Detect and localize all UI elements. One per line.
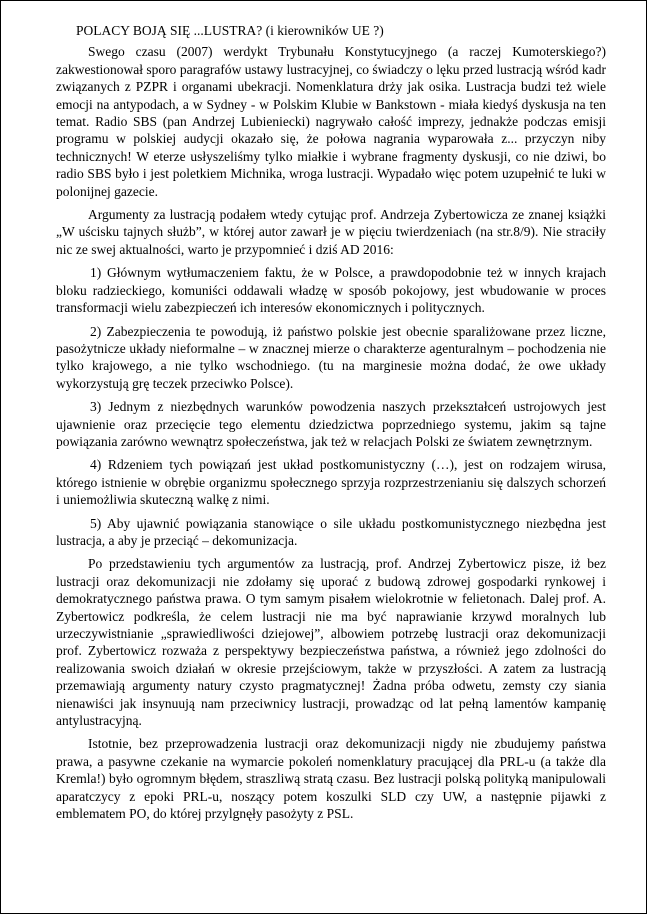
paragraph-intro: Swego czasu (2007) werdykt Trybunału Konstytucyjnego (a raczej Kumoterskiego?) zakwestionował sporo paragrafów ustawy lustracyjnej, co świadczy o lęku przed lustracją wśród kadr związanych z PZPR i organami ubekracji. Nomenklatura drży jak osika. Lustracja budzi też wiele emocji na antypodach, a w Sydney - w Polskim Klubie w Bankstown - miała kiedyś dyskusja na ten temat. Radio SBS (pan Andrzej Lubieniecki) nagrywało całość imprezy, jednakże podczas emisji programu w polskiej audycji okazało się, że połowa nagrania wyparowała z... przyczyn niby technicznych! W eterze usłyszeliśmy tylko miałkie i wybrane fragmenty dyskusji, co nie dziwi, bo radio SBS było i jest poletkiem Michnika, wroga lustracji. Wypadało więc potem uzupełnić te luki w polonijnej gazecie. [56,44,606,199]
paragraph-conclusion: Istotnie, bez przeprowadzenia lustracji oraz dekomunizacji nigdy nie zbudujemy państwa prawa, a pasywne czekanie na wymarcie pokoleń nomenklatury pracującej dla PRL-u (a także dla Kremla!) było ogromnym błędem, straszliwą stratą czasu. Bez lustracji polską polityką manipulowali aparatczycy z epoki PRL-u, noszący potem koszulki SLD czy UW, a następnie pijawki z emblematem PO, do której przylgnęły pasożyty z PSL. [56,736,606,822]
document-title: POLACY BOJĄ SIĘ ...LUSTRA? (i kierowników UE ?) [76,23,384,38]
argument-4: 4) Rdzeniem tych powiązań jest układ postkomunistyczny (…), jest on rodzajem wirusa, którego istnienie w obrębie organizmu społecznego sprzyja rozprzestrzenianiu się dalszych schorzeń i uniemożliwia skuteczną walkę z nimi. [56,457,606,508]
paragraph-zybertowicz: Po przedstawieniu tych argumentów za lustracją, prof. Andrzej Zybertowicz pisze, iż bez lustracji oraz dekomunizacji nie zdołamy się uporać z budową zdrowej gospodarki rynkowej i demokratycznego państwa prawa. O tym samym pisałem wielokrotnie w felietonach. Dalej prof. A. Zybertowicz podkreśla, że celem lustracji nie ma być naprawianie krzywd moralnych lub urzeczywistnianie „sprawiedliwości dziejowej”, albowiem potrzebę lustracji oraz dekomunizacji prof. Zybertowicz rozważa z perspektywy bezpieczeństwa państwa, a również jego zdolności do realizowania swoich działań w okresie przejściowym, także w przyszłości. A zatem za lustracją przemawiają argumenty natury czysto pragmatycznej! Żadna próba odwetu, zemsty czy siania nienawiści jak insynuują nam przeciwnicy lustracji, prowadząc od lat pełną lamentów kampanię antylustracyjną. [56,556,606,729]
document-body [56,22,606,828]
argument-1: 1) Głównym wytłumaczeniem faktu, że w Polsce, a prawdopodobnie też w innych krajach bloku radzieckiego, komuniści oddawali władzę w sposób pokojowy, jest wbudowanie w proces transformacji wielu zabezpieczeń ich interesów ekonomicznych i politycznych. [56,265,606,316]
argument-3: 3) Jednym z niezbędnych warunków powodzenia naszych przekształceń ustrojowych jest ujawnienie oraz przecięcie tego elementu dziedzictwa poprzedniego systemu, jakim są tajne powiązania zarówno wewnątrz społeczeństwa, jak też w relacjach Polski ze światem zewnętrznym. [56,399,606,449]
paragraph-arguments: Argumenty za lustracją podałem wtedy cytując prof. Andrzeja Zybertowicza ze znanej książki „W uścisku tajnych służb”, w której autor zawarł je w pięciu twierdzeniach (na str.8/9). Nie straciły nic ze swej aktualności, warto je przypomnieć i dziś AD 2016: [56,207,606,257]
argument-5: 5) Aby ujawnić powiązania stanowiące o sile układu postkomunistycznego niezbędna jest lustracja, a aby je przeciąć – dekomunizacja. [56,515,606,548]
argument-2: 2) Zabezpieczenia te powodują, iż państwo polskie jest obecnie sparaliżowane przez liczne, pasożytnicze układy nieformalne – w znacznej mierze o charakterze agenturalnym – pochodzenia nie tylko krajowego, a nie tylko wschodniego. (tu na marginesie można dodać, że owe układy wykorzystują grę teczek przeciwko Polsce). [56,323,606,391]
